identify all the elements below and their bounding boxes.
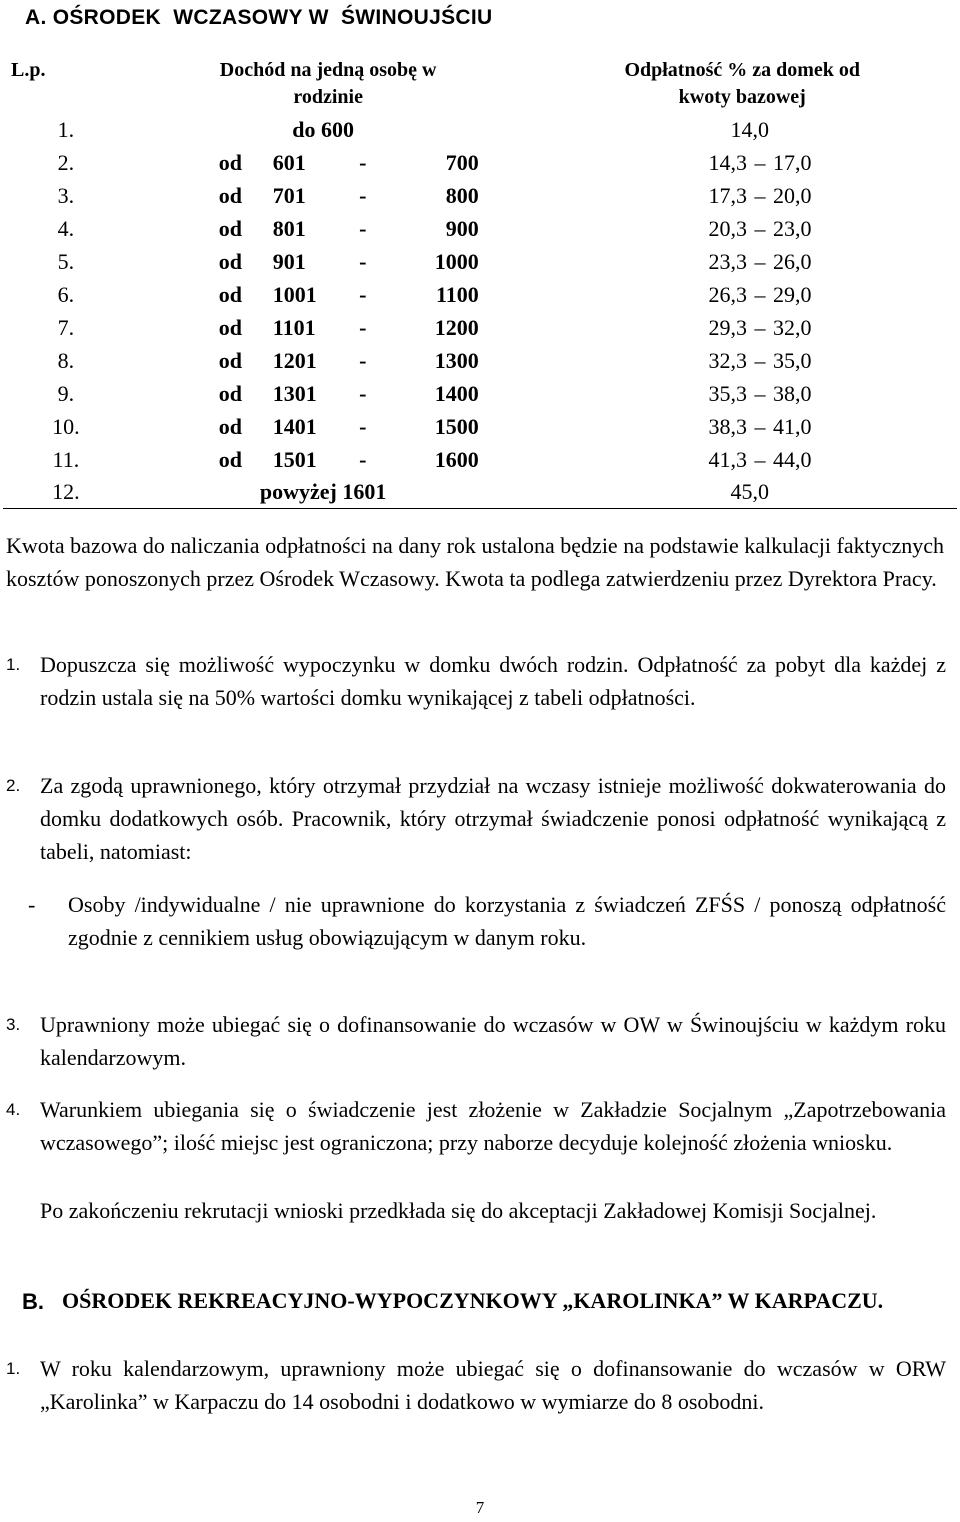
header-income (129, 54, 528, 113)
row-lp: 7. (57, 314, 75, 340)
row-fee-to: 32,0 (773, 314, 812, 340)
row-income-from: 1301 (272, 380, 317, 406)
row-income-od: od (218, 281, 243, 307)
header-fee (527, 54, 957, 113)
section-b-item-1 (6, 1352, 946, 1418)
section-a-item-4 (6, 1093, 946, 1159)
row-fee-dash: – (754, 215, 766, 241)
row-fee-dash: – (754, 347, 766, 373)
row-fee-dash: – (754, 413, 766, 439)
row-income-from: 1501 (272, 446, 317, 472)
row-income-od: od (218, 446, 243, 472)
item-number: 3. (6, 1015, 21, 1034)
row-fee-from: 35,3 (708, 380, 747, 406)
item-text: Osoby /indywidualne / nie uprawnione do korzystania z świadczeń ZFŚS / ponoszą odpłatność zgodnie z cennikiem usług obowiązującym w danym roku. (68, 892, 946, 950)
row-fee-to: 29,0 (773, 281, 812, 307)
section-b-heading (22, 1284, 952, 1317)
row-income-od: od (218, 182, 243, 208)
item-text: Uprawniony może ubiegać się o dofinansowanie do wczasów w OW w Świnoujściu w każdym roku kalendarzowym. (40, 1012, 946, 1070)
table-row (3, 245, 957, 278)
table-row (3, 377, 957, 410)
table-row (3, 443, 957, 476)
row-lp: 2. (57, 149, 75, 175)
row-income-od: od (218, 413, 243, 439)
item-number: 4. (6, 1100, 21, 1119)
item-number: 1. (6, 1359, 21, 1378)
row-lp: 9. (57, 380, 75, 406)
item-number: 1. (6, 655, 21, 674)
row-income-od: od (218, 380, 243, 406)
row-fee-to: 17,0 (773, 149, 812, 175)
table-row (3, 344, 957, 377)
row-fee-from: 23,3 (708, 248, 747, 274)
row-income-to: 900 (445, 215, 479, 241)
section-a-heading: A. OŚRODEK WCZASOWY W ŚWINOUJŚCIU (25, 6, 493, 29)
row-income: powyżej 1601 (259, 479, 387, 504)
row-lp: 8. (57, 347, 75, 373)
header-income-line1: Dochód na jedną osobę w (219, 59, 437, 81)
row-fee-dash: – (754, 248, 766, 274)
row-income-dash: - (359, 281, 367, 307)
row-fee-dash: – (754, 446, 766, 472)
table-row (3, 278, 957, 311)
row-fee-from: 29,3 (708, 314, 747, 340)
row-income-od: od (218, 248, 243, 274)
table-row (3, 212, 957, 245)
row-fee-from: 41,3 (708, 446, 747, 472)
row-lp: 11. (52, 446, 80, 472)
row-income-dash: - (359, 182, 367, 208)
item-number: 2. (6, 776, 21, 795)
row-fee-to: 44,0 (773, 446, 812, 472)
table-header-row (3, 54, 957, 113)
section-a-item-1 (6, 648, 946, 714)
row-fee-dash: – (754, 314, 766, 340)
row-income-dash: - (359, 149, 367, 175)
base-amount-note: Kwota bazowa do naliczania odpłatności na dany rok ustalona będzie na podstawie kalkulacji faktycznych kosztów ponoszonych przez Ośrodek Wczasowy. Kwota ta podlega zatwierdzeniu przez Dyrektora Pracy. (6, 533, 944, 591)
row-income-from: 1201 (272, 347, 317, 373)
section-a-item-2 (6, 769, 946, 868)
row-fee-from: 17,3 (708, 182, 747, 208)
table-row (3, 113, 957, 146)
table-row (3, 410, 957, 443)
row-income-from: 601 (272, 149, 306, 175)
row-fee-dash: – (754, 380, 766, 406)
row-fee: 45,0 (730, 479, 769, 504)
row-income-dash: - (359, 446, 367, 472)
table-row (3, 476, 957, 509)
row-fee-from: 26,3 (708, 281, 747, 307)
row-fee-to: 23,0 (773, 215, 812, 241)
row-income-to: 1000 (434, 248, 479, 274)
row-lp: 5. (57, 248, 75, 274)
table-row (3, 179, 957, 212)
row-fee-from: 32,3 (708, 347, 747, 373)
section-a-dash-item (28, 888, 946, 954)
item-text: Za zgodą uprawnionego, który otrzymał przydział na wczasy istnieje możliwość dokwaterowania do domku dodatkowych osób. Pracownik, który otrzymał świadczenie ponosi odpłatność wynikającą z tabeli, natomiast: (40, 773, 946, 864)
row-income-dash: - (359, 347, 367, 373)
row-income-to: 800 (445, 182, 479, 208)
row-fee-to: 20,0 (773, 182, 812, 208)
fee-table (3, 54, 957, 509)
row-income-from: 801 (272, 215, 306, 241)
header-fee-line2: kwoty bazowej (678, 86, 806, 108)
row-fee: 14,0 (730, 116, 769, 142)
row-income-from: 701 (272, 182, 306, 208)
row-income-od: od (218, 347, 243, 373)
page-number: 7 (475, 1498, 485, 1517)
header-income-line2: rodzinie (293, 86, 363, 108)
row-fee-to: 35,0 (773, 347, 812, 373)
row-fee-dash: – (754, 281, 766, 307)
row-fee-to: 41,0 (773, 413, 812, 439)
row-fee-dash: – (754, 182, 766, 208)
table-row (3, 146, 957, 179)
row-income-from: 1401 (272, 413, 317, 439)
section-b-letter: B. (22, 1289, 44, 1314)
row-income-to: 1500 (434, 413, 479, 439)
row-income-dash: - (359, 413, 367, 439)
row-fee-from: 38,3 (708, 413, 747, 439)
row-lp: 4. (57, 215, 75, 241)
row-income-from: 901 (272, 248, 306, 274)
row-fee-to: 38,0 (773, 380, 812, 406)
row-income-dash: - (359, 215, 367, 241)
item-text: Dopuszcza się możliwość wypoczynku w domku dwóch rodzin. Odpłatność za pobyt dla każdej z rodzin ustala się na 50% wartości domku wynikającej z tabeli odpłatności. (40, 652, 946, 710)
row-fee-from: 20,3 (708, 215, 747, 241)
row-lp: 3. (57, 182, 75, 208)
header-fee-line1: Odpłatność % za domek od (624, 59, 861, 81)
row-fee-dash: – (754, 149, 766, 175)
row-income: do 600 (292, 116, 354, 142)
row-income-od: od (218, 215, 243, 241)
row-lp: 6. (57, 281, 75, 307)
row-income-to: 1100 (435, 281, 479, 307)
item-text: W roku kalendarzowym, uprawniony może ubiegać się o dofinansowanie do wczasów w ORW „Karolinka” w Karpaczu do 14 osobodni i dodatkowo w wymiarze do 8 osobodni. (40, 1356, 946, 1414)
row-income-to: 1200 (434, 314, 479, 340)
row-fee-to: 26,0 (773, 248, 812, 274)
row-income-od: od (218, 149, 243, 175)
row-lp: 10. (52, 413, 80, 439)
row-income-to: 1400 (434, 380, 479, 406)
row-income-dash: - (359, 248, 367, 274)
row-lp: 12. (3, 476, 129, 509)
row-income-to: 1300 (434, 347, 479, 373)
header-lp: L.p. (11, 59, 46, 81)
row-income-to: 1600 (434, 446, 479, 472)
row-fee-from: 14,3 (708, 149, 747, 175)
row-income-from: 1001 (272, 281, 317, 307)
dash-marker: - (28, 892, 36, 917)
row-income-from: 1101 (272, 314, 316, 340)
row-income-dash: - (359, 380, 367, 406)
section-a-item-3 (6, 1008, 946, 1074)
row-income-to: 700 (445, 149, 479, 175)
table-row (3, 311, 957, 344)
row-income-od: od (218, 314, 243, 340)
row-income-dash: - (359, 314, 367, 340)
row-lp: 1. (57, 116, 75, 142)
section-a-item-4-continuation: Po zakończeniu rekrutacji wnioski przedkłada się do akceptacji Zakładowej Komisji Socjalnej. (40, 1198, 877, 1223)
item-text: Warunkiem ubiegania się o świadczenie jest złożenie w Zakładzie Socjalnym „Zapotrzebowania wczasowego”; ilość miejsc jest ograniczona; przy naborze decyduje kolejność złożenia wniosku. (40, 1097, 946, 1155)
section-b-title: OŚRODEK REKREACYJNO-WYPOCZYNKOWY „KAROLINKA” W KARPACZU. (62, 1288, 884, 1313)
